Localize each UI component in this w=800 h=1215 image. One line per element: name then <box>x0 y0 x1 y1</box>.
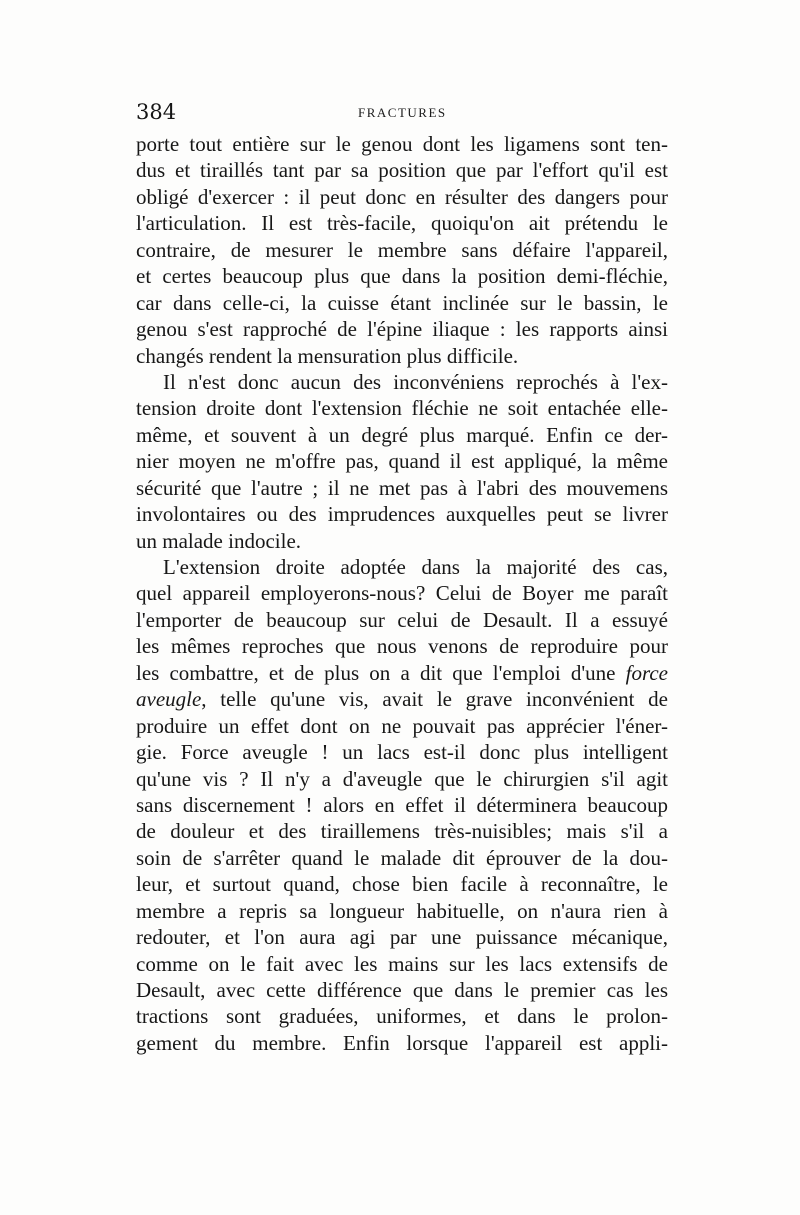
text-line: membre a repris sa longueur habituelle, on n'aura rien à <box>136 898 668 923</box>
text-line: même, et souvent à un degré plus marqué. Enfin ce der- <box>136 422 668 447</box>
text-line: soin de s'arrêter quand le malade dit éprouver de la dou- <box>136 845 668 870</box>
text-line: quel appareil employerons-nous? Celui de Boyer me paraît <box>136 581 668 606</box>
text-line: les mêmes reproches que nous venons de reproduire pour <box>136 634 668 659</box>
text-line: tractions sont graduées, uniformes, et dans le prolon- <box>136 1004 668 1029</box>
text-line: sécurité que l'autre ; il ne met pas à l'abri des mouvemens <box>136 475 668 500</box>
text-line: gie. Force aveugle ! un lacs est-il donc plus intelligent <box>136 740 668 765</box>
text-line: leur, et surtout quand, chose bien facile à reconnaître, le <box>136 872 668 897</box>
text-line <box>136 686 668 712</box>
text-line: dus et tiraillés tant par sa position que par l'effort qu'il est <box>136 158 668 183</box>
text-segment: les combattre, et de plus on a dit que l'emploi d'une <box>136 660 626 685</box>
text-line: L'extension droite adoptée dans la majorité des cas, <box>163 555 668 579</box>
text-line: obligé d'exercer : il peut donc en résulter des dangers pour <box>136 184 668 209</box>
text-line: gement du membre. Enfin lorsque l'appareil est appli- <box>136 1030 668 1055</box>
italic-text: aveugle <box>136 687 202 712</box>
page-number: 384 <box>136 100 177 124</box>
text-line: comme on le fait avec les mains sur les lacs extensifs de <box>136 951 668 976</box>
text-line: produire un effet dont on ne pouvait pas apprécier l'éner- <box>136 713 668 738</box>
italic-text: force <box>625 660 668 685</box>
text-line: sans discernement ! alors en effet il déterminera beaucoup <box>136 792 668 817</box>
text-line: involontaires ou des imprudences auxquelles peut se livrer <box>136 502 668 527</box>
text-line: contraire, de mesurer le membre sans défaire l'appareil, <box>136 237 668 262</box>
text-line: tension droite dont l'extension fléchie ne soit entachée elle- <box>136 396 668 421</box>
text-segment: , telle qu'une vis, avait le grave inconvénient de <box>201 687 668 712</box>
running-head: FRACTURES <box>358 105 447 120</box>
text-line: Il n'est donc aucun des inconvéniens reprochés à l'ex- <box>163 369 668 394</box>
text-line: un malade indocile. <box>136 528 302 553</box>
text-line: genou s'est rapproché de l'épine iliaque : les rapports ainsi <box>136 317 668 342</box>
text-line: car dans celle-ci, la cuisse étant inclinée sur le bassin, le <box>136 290 668 315</box>
text-line: changés rendent la mensuration plus difficile. <box>136 343 519 368</box>
text-line: porte tout entière sur le genou dont les ligamens sont ten- <box>136 132 668 156</box>
text-line: redouter, et l'on aura agi par une puissance mécanique, <box>136 925 668 950</box>
text-line <box>136 660 668 686</box>
text-line: de douleur et des tiraillemens très-nuisibles; mais s'il a <box>136 819 668 844</box>
text-line: Desault, avec cette différence que dans le premier cas les <box>136 978 668 1002</box>
text-line: nier moyen ne m'offre pas, quand il est appliqué, la même <box>136 449 668 474</box>
body-text <box>136 131 668 1056</box>
page-header <box>136 100 668 130</box>
text-line: qu'une vis ? Il n'y a d'aveugle que le chirurgien s'il agit <box>136 766 668 791</box>
text-line: l'articulation. Il est très-facile, quoiqu'on ait prétendu le <box>136 211 668 236</box>
text-line: l'emporter de beaucoup sur celui de Desault. Il a essuyé <box>136 607 668 632</box>
text-line: et certes beaucoup plus que dans la position demi-fléchie, <box>136 264 668 289</box>
